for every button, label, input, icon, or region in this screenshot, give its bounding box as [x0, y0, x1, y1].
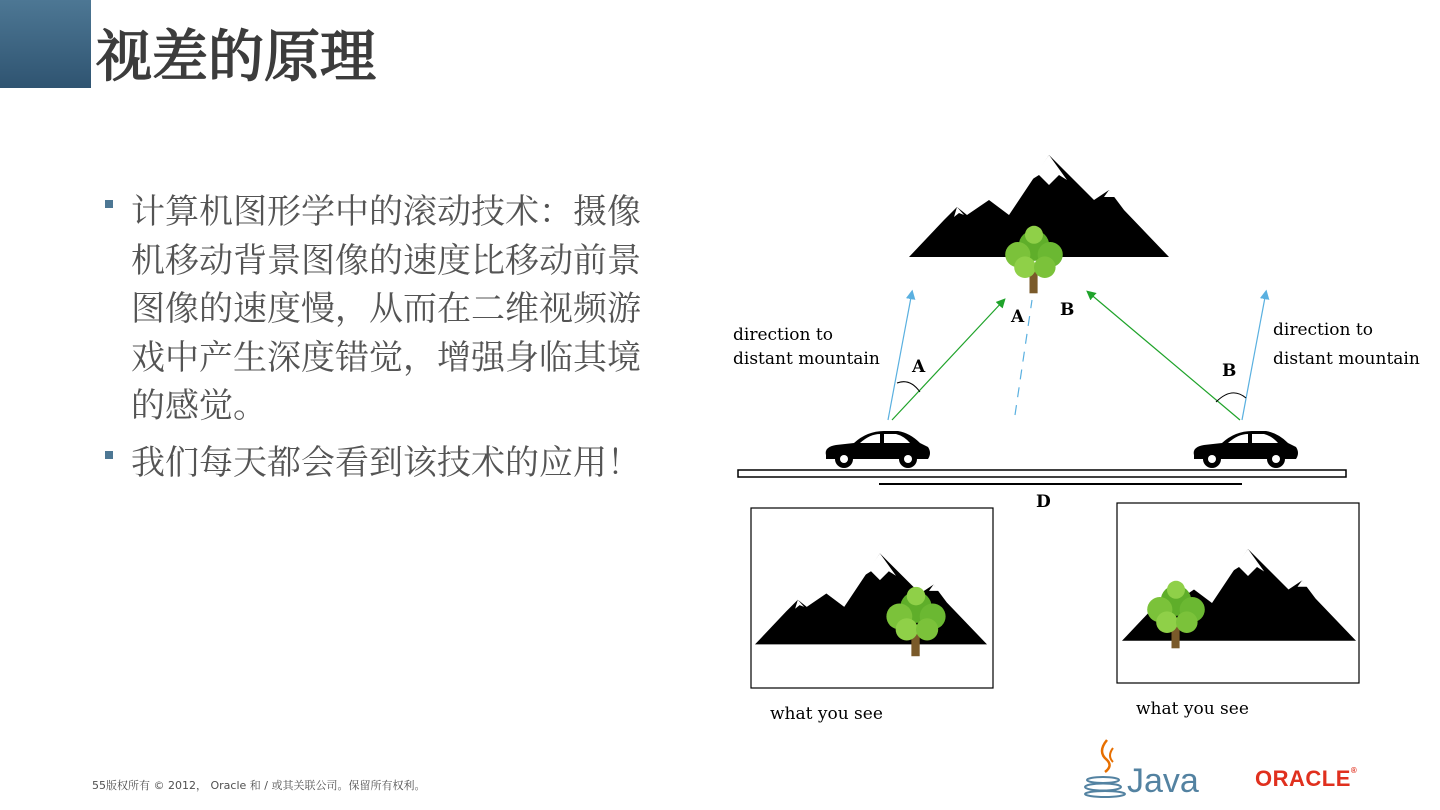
footer — [92, 777, 425, 793]
car-left — [826, 431, 930, 468]
bullet-item — [105, 439, 665, 488]
label-left-line1: direction to — [733, 325, 833, 345]
bullet-item — [105, 188, 665, 431]
slide-title: 视差的原理 — [96, 25, 376, 90]
view-right — [1117, 503, 1359, 719]
caption-left: what you see — [770, 704, 883, 724]
bullet-marker — [105, 200, 113, 208]
angle-b-label: B — [1222, 361, 1237, 381]
title-accent-block — [0, 0, 91, 88]
view-left — [751, 508, 993, 724]
copyright-text: 版权所有 © 2012， Oracle 和 / 或其关联公司。保留所有权利。 — [106, 779, 426, 792]
labels — [733, 300, 1420, 512]
sight-lines — [888, 292, 1266, 420]
page-number: 55 — [92, 779, 106, 792]
angle-b-label-top: B — [1060, 300, 1075, 320]
road — [738, 470, 1346, 484]
java-wordmark: Java — [1127, 762, 1199, 798]
oracle-wordmark: ORACLE — [1255, 766, 1351, 791]
distance-label: D — [1036, 492, 1051, 512]
oracle-logo: ORACLE® — [1255, 766, 1358, 791]
angle-a-label-top: A — [1011, 307, 1025, 327]
car-right — [1194, 431, 1298, 468]
label-right-line1: direction to — [1273, 320, 1373, 340]
caption-right: what you see — [1136, 699, 1249, 719]
bullet-text: 我们每天都会看到该技术的应用！ — [131, 442, 641, 483]
label-right-line2: distant mountain — [1273, 349, 1420, 369]
parallax-diagram — [720, 140, 1430, 740]
bullet-marker — [105, 451, 113, 459]
label-left-line2: distant mountain — [733, 349, 880, 369]
angle-a-label: A — [912, 357, 926, 377]
bullet-text: 计算机图形学中的滚动技术：摄像机移动背景图像的速度比移动前景图像的速度慢，从而在二维视频游戏中产生深度错觉，增强身临其境的感觉。 — [131, 192, 641, 426]
java-logo-icon — [1083, 738, 1208, 798]
bullet-list — [105, 188, 665, 495]
